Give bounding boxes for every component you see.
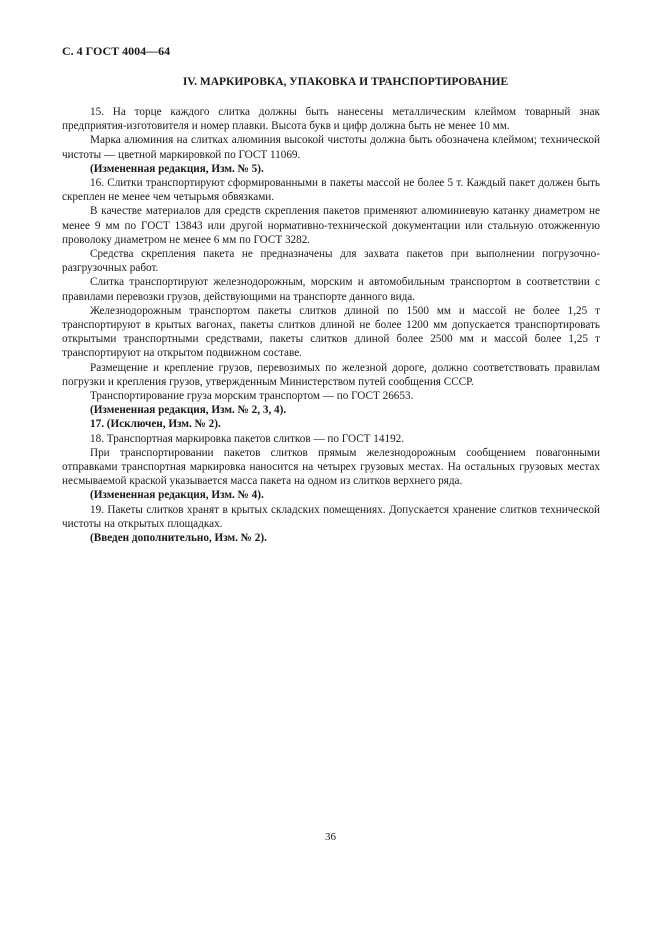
paragraph: Транспортирование груза морским транспортом — по ГОСТ 26653. bbox=[90, 390, 414, 403]
paragraph: Железнодорожным транспортом пакеты слитков длиной по 1500 мм и массой не более 1,25 т транспортируют в крытых вагонах, пакеты слитков длиной не более 1200 мм допускается транспортировать открытыми транспортными средствами, пакеты слитков длиной более 2500 мм и массой более 1,25 т транспортируют на открытом подвижном составе. bbox=[62, 304, 600, 360]
paragraph: 15. На торце каждого слитка должны быть нанесены металлическим клеймом товарный знак предприятия-изготовителя и номер плавки. Высота букв и цифр должна быть не менее 10 мм. bbox=[62, 106, 600, 133]
paragraph: 16. Слитки транспортируют сформированными в пакеты массой не более 5 т. Каждый пакет должен быть скреплен не менее чем четырьмя обвязками. bbox=[62, 177, 600, 204]
paragraph: Слитка транспортируют железнодорожным, морским и автомобильным транспортом в соответствии с правилами перевозки грузов, действующими на транспорте данного вида. bbox=[62, 276, 600, 303]
paragraph: Марка алюминия на слитках алюминия высокой чистоты должна быть обозначена клеймом; технической чистоты — цветной маркировкой по ГОСТ 11069. bbox=[62, 134, 600, 161]
paragraph: Средства скрепления пакета не предназначены для захвата пакетов при выполнении погрузочно-разгрузочных работ. bbox=[62, 248, 600, 275]
paragraph: При транспортировании пакетов слитков прямым железнодорожным сообщением повагонными отправками транспортная маркировка наносится на четырех грузовых местах. На остальных грузовых местах несмываемой краской указывается масса пакета на одном из слитков верхнего ряда. bbox=[62, 446, 600, 488]
amendment-note: (Измененная редакция, Изм. № 4). bbox=[90, 489, 264, 502]
section-title: IV. МАРКИРОВКА, УПАКОВКА И ТРАНСПОРТИРОВАНИЕ bbox=[182, 76, 509, 88]
page-number: 36 bbox=[325, 831, 336, 843]
paragraph: 19. Пакеты слитков хранят в крытых складских помещениях. Допускается хранение слитков технической чистоты на открытых площадках. bbox=[62, 503, 600, 530]
amendment-note: 17. (Исключен, Изм. № 2). bbox=[90, 418, 221, 431]
paragraph: В качестве материалов для средств скрепления пакетов применяют алюминиевую катанку диаметром не менее 9 мм по ГОСТ 13843 или другой нормативно-технической документации или стальную отожженную проволоку диаметром не менее 6 мм по ГОСТ 3282. bbox=[62, 205, 600, 246]
page-header: С. 4 ГОСТ 4004—64 bbox=[62, 44, 171, 58]
document-body bbox=[62, 105, 600, 545]
amendment-note: (Введен дополнительно, Изм. № 2). bbox=[90, 532, 267, 545]
paragraph: 18. Транспортная маркировка пакетов слитков — по ГОСТ 14192. bbox=[90, 432, 405, 445]
amendment-note: (Измененная редакция, Изм. № 2, 3, 4). bbox=[90, 404, 287, 417]
paragraph: Размещение и крепление грузов, перевозимых по железной дороге, должно соответствовать правилам погрузки и крепления грузов, утвержденным Министерством путей сообщения СССР. bbox=[62, 361, 600, 388]
amendment-note: (Измененная редакция, Изм. № 5). bbox=[90, 162, 264, 175]
